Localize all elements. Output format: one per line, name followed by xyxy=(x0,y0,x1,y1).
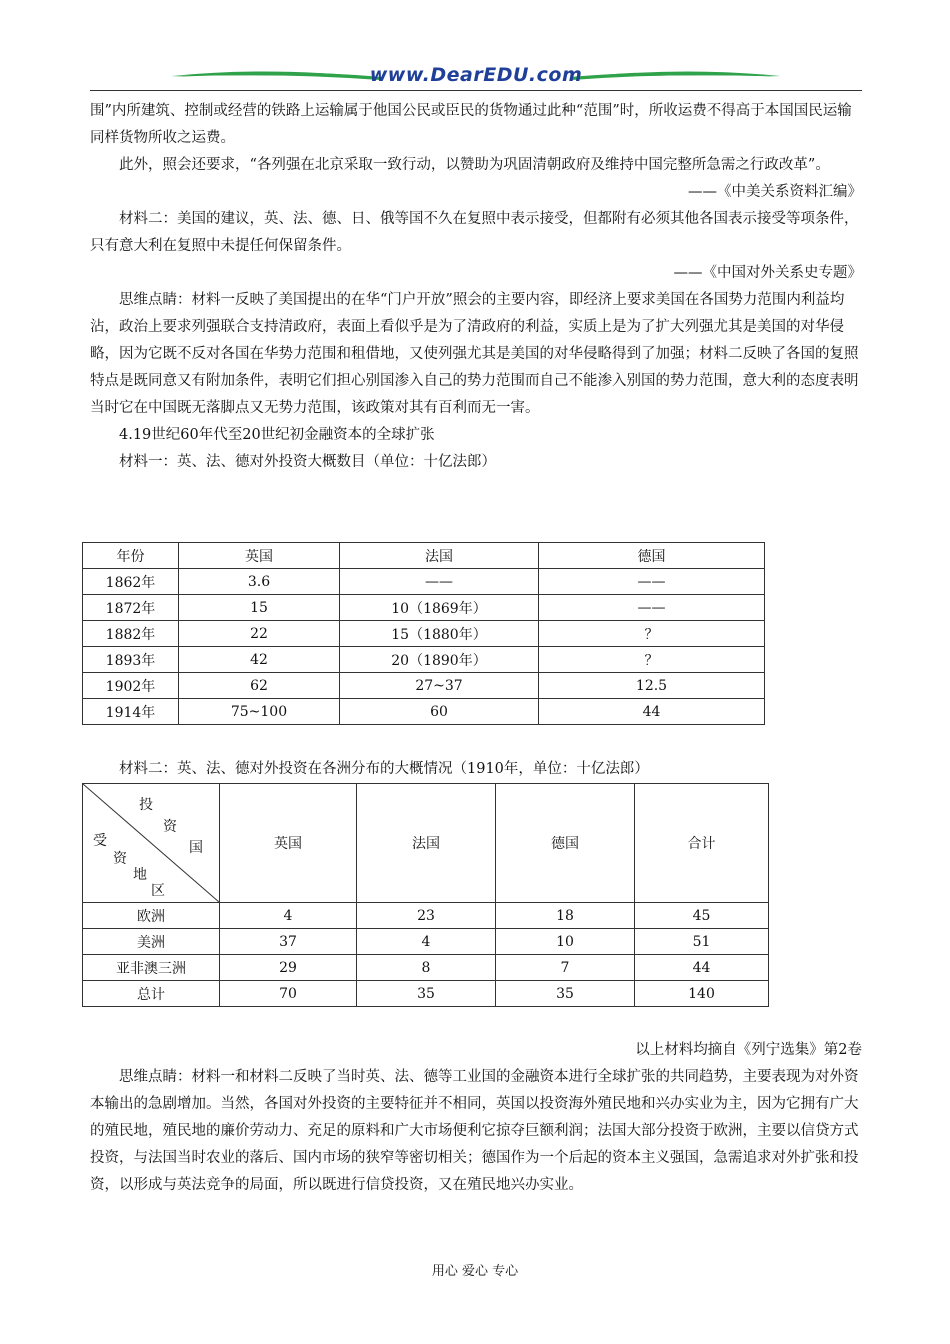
table-cell: 15（1880年） xyxy=(340,621,539,647)
corner-label: 资 xyxy=(163,819,177,835)
source-note: 以上材料均摘自《列宁选集》第2卷 xyxy=(635,1042,862,1058)
table-cell: 51 xyxy=(635,929,769,955)
material-title: 材料二：英、法、德对外投资在各洲分布的大概情况（1910年，单位：十亿法郎） xyxy=(119,761,649,777)
table-cell: —— xyxy=(340,569,539,595)
table-cell: 29 xyxy=(220,955,357,981)
paragraph: 思维点睛：材料一反映了美国提出的在华“门户开放”照会的主要内容，即经济上要求美国在各国势力范围内利益均沾，政治上要求列强联合支持清政府，表面上看似乎是为了清政府的利益，实质上是为了扩大列强尤其是美国的对华侵略，因为它既不反对各国在华势力范围和租借地，又使列强尤其是美国的对华侵略得到了加强；材料二反映了各国的复照特点是既同意又有附加条件，表明它们担心别国渗入自己的势力范围而自己不能渗入别国的势力范围，意大利的态度表明当时它在中国既无落脚点又无势力范围，该政策对其有百利而无一害。 xyxy=(90,292,859,416)
material-title: 材料一：英、法、德对外投资大概数目（单位：十亿法郎） xyxy=(119,454,496,470)
corner-label: 受 xyxy=(93,833,107,849)
table-row xyxy=(83,981,769,1007)
investment-table xyxy=(82,542,765,725)
table-cell: 1902年 xyxy=(83,673,179,699)
table-cell: 欧洲 xyxy=(83,903,220,929)
table-row xyxy=(83,569,765,595)
corner-label: 地 xyxy=(133,867,147,883)
corner-label: 资 xyxy=(113,851,127,867)
bottom-text xyxy=(90,1037,862,1199)
table-row xyxy=(83,699,765,725)
table-cell: 70 xyxy=(220,981,357,1007)
section-heading: 4.19世纪60年代至20世纪初金融资本的全球扩张 xyxy=(119,427,435,443)
table-header-row xyxy=(83,543,765,569)
paragraph: 思维点睛：材料一和材料二反映了当时英、法、德等工业国的金融资本进行全球扩张的共同趋势，主要表现为对外资本输出的急剧增加。当然，各国对外投资的主要特征并不相同，英国以投资海外殖民地和兴办实业为主，因为它拥有广大的殖民地，殖民地的廉价劳动力、充足的原料和广大市场便利它掠夺巨额利润；法国大部分投资于欧洲，主要以信贷方式投资，与法国当时农业的落后、国内市场的狭窄等密切相关；德国作为一个后起的资本主义强国，急需追求对外扩张和投资，以形成与英法竞争的局面，所以既进行信贷投资，又在殖民地兴办实业。 xyxy=(90,1069,859,1193)
table-cell: 37 xyxy=(220,929,357,955)
table-cell: 7 xyxy=(496,955,635,981)
table-cell: ？ xyxy=(539,621,765,647)
table-cell: 35 xyxy=(357,981,496,1007)
corner-label: 区 xyxy=(151,883,165,899)
table-row xyxy=(83,647,765,673)
top-text xyxy=(90,98,862,476)
table-header: 法国 xyxy=(357,784,496,903)
table-cell: 18 xyxy=(496,903,635,929)
table-cell: 15 xyxy=(179,595,340,621)
table-cell: 1914年 xyxy=(83,699,179,725)
paragraph: 围”内所建筑、控制或经营的铁路上运输属于他国公民或臣民的货物通过此种“范围”时，所收运费不得高于本国国民运输同样货物所收之运费。 xyxy=(90,103,852,146)
distribution-table xyxy=(82,783,769,1007)
table-header: 合计 xyxy=(635,784,769,903)
table-row xyxy=(83,621,765,647)
table-cell: 美洲 xyxy=(83,929,220,955)
table-cell: 42 xyxy=(179,647,340,673)
table-row xyxy=(83,903,769,929)
paragraph: 此外，照会还要求，“各列强在北京采取一致行动，以赞助为巩固清朝政府及维持中国完整所急需之行政改革”。 xyxy=(119,157,830,173)
table-cell: 45 xyxy=(635,903,769,929)
table-cell: 20（1890年） xyxy=(340,647,539,673)
table-header-row xyxy=(83,784,769,903)
corner-label: 国 xyxy=(189,840,203,856)
site-brand[interactable]: www.DearEDU.com xyxy=(369,64,583,86)
table-cell: 亚非澳三洲 xyxy=(83,955,220,981)
table-header: 英国 xyxy=(220,784,357,903)
diagonal-header-cell xyxy=(83,784,220,903)
table-cell: 1882年 xyxy=(83,621,179,647)
table-header: 德国 xyxy=(539,543,765,569)
table-cell: 1872年 xyxy=(83,595,179,621)
corner-label: 投 xyxy=(139,797,153,813)
table-cell: 1862年 xyxy=(83,569,179,595)
table-cell: 4 xyxy=(357,929,496,955)
table-cell: 4 xyxy=(220,903,357,929)
table-cell: 1893年 xyxy=(83,647,179,673)
table-cell: 62 xyxy=(179,673,340,699)
page-footer: 用心 爱心 专心 xyxy=(431,1264,519,1279)
table-header: 德国 xyxy=(496,784,635,903)
table-cell: 23 xyxy=(357,903,496,929)
table-cell: 75~100 xyxy=(179,699,340,725)
table-cell: 44 xyxy=(635,955,769,981)
table-cell: 44 xyxy=(539,699,765,725)
table-cell: 10 xyxy=(496,929,635,955)
table-cell: 22 xyxy=(179,621,340,647)
table-header: 年份 xyxy=(83,543,179,569)
table-row xyxy=(83,595,765,621)
material2-text xyxy=(90,756,862,783)
citation: ——《中美关系资料汇编》 xyxy=(688,184,862,200)
table-cell: 10（1869年） xyxy=(340,595,539,621)
page-header xyxy=(90,62,862,92)
table-cell: 3.6 xyxy=(179,569,340,595)
table-row xyxy=(83,673,765,699)
table-header: 法国 xyxy=(340,543,539,569)
table-cell: 8 xyxy=(357,955,496,981)
table-cell: 60 xyxy=(340,699,539,725)
header-rule xyxy=(90,90,862,91)
table-cell: 12.5 xyxy=(539,673,765,699)
table-cell: —— xyxy=(539,569,765,595)
table-cell: 140 xyxy=(635,981,769,1007)
table-cell: 35 xyxy=(496,981,635,1007)
table-header: 英国 xyxy=(179,543,340,569)
citation: ——《中国对外关系史专题》 xyxy=(673,265,862,281)
table-cell: —— xyxy=(539,595,765,621)
table-cell: ？ xyxy=(539,647,765,673)
table-cell: 27~37 xyxy=(340,673,539,699)
table-cell: 总计 xyxy=(83,981,220,1007)
table-row xyxy=(83,929,769,955)
table-row xyxy=(83,955,769,981)
paragraph: 材料二：美国的建议，英、法、德、日、俄等国不久在复照中表示接受，但都附有必须其他各国表示接受等项条件，只有意大利在复照中未提任何保留条件。 xyxy=(90,211,859,254)
